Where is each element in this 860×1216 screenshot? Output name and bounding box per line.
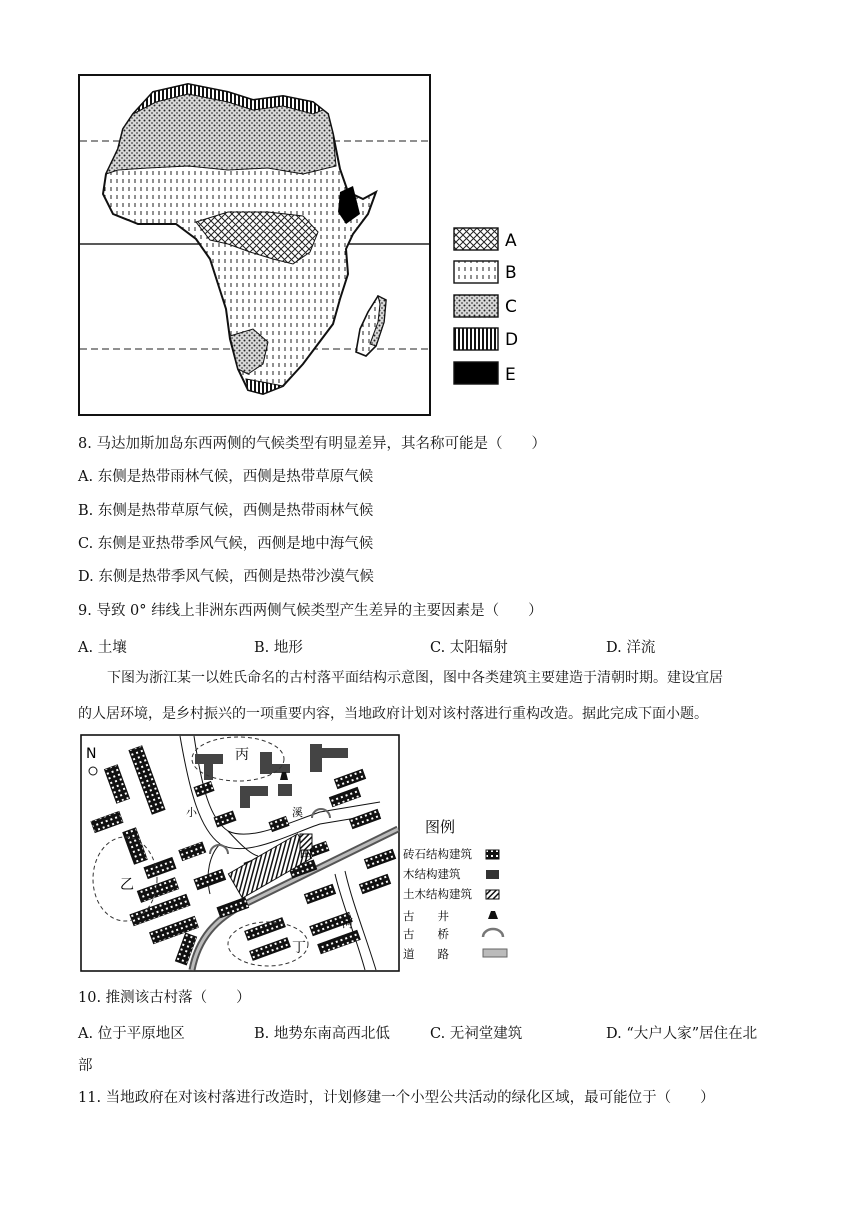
q10-option-b[interactable]: B. 地势东南高西北低 [254,1026,390,1042]
village-legend-title: 图例 [425,818,456,836]
legend-label-d: D [505,330,519,350]
q10-option-d-wrap: 部 [78,1058,93,1074]
label-jia: 甲 [299,849,313,865]
legend-bridge-label: 古 桥 [403,927,449,941]
q10-option-c[interactable]: C. 无祠堂建筑 [430,1026,523,1042]
label-river: 河 [342,917,353,930]
legend-well-label: 古 井 [403,909,449,923]
legend-brick-label: 砖石结构建筑 [403,847,472,861]
earth-wood-building-small [300,834,312,850]
label-bing: 丙 [235,747,249,763]
intro-line-2: 的人居环境，是乡村振兴的一项重要内容，当地政府计划对该村落进行重构改造。据此完成下面小题。 [78,706,708,722]
map-legend [454,228,518,385]
q9-option-b[interactable]: B. 地形 [254,640,303,656]
q8-option-b[interactable]: B. 东侧是热带草原气候，西侧是热带雨林气候 [78,503,374,519]
legend-wood-label: 木结构建筑 [403,867,461,881]
q8-option-d[interactable]: D. 东侧是热带季风气候，西侧是热带沙漠气候 [78,569,374,585]
q8-option-a[interactable]: A. 东侧是热带雨林气候，西侧是热带草原气候 [78,469,374,485]
label-stream-2: 溪 [292,806,303,819]
legend-label-c: C [505,297,517,317]
q10-stem: 10. 推测该古村落（ ） [78,990,251,1006]
legend-earth-wood-label: 土木结构建筑 [403,887,472,901]
legend-label-b: B [505,263,517,283]
label-yi: 乙 [120,877,134,893]
legend-label-e: E [505,365,516,385]
q9-option-c[interactable]: C. 太阳辐射 [430,640,508,656]
q8-option-c[interactable]: C. 东侧是亚热带季风气候，西侧是地中海气候 [78,536,374,552]
q11-stem: 11. 当地政府在对该村落进行改造时，计划修建一个小型公共活动的绿化区域，最可能位于（ ） [78,1090,715,1106]
q9-option-a[interactable]: A. 土壤 [78,640,127,656]
label-ding: 丁 [292,940,306,956]
q10-option-d[interactable]: D. “大户人家”居住在北 [606,1026,758,1042]
q9-stem: 9. 导致 0° 纬线上非洲东西两侧气候类型产生差异的主要因素是（ ） [78,603,543,619]
north-label: N [86,746,97,762]
africa-climate-map [78,74,538,419]
legend-label-a: A [505,231,517,251]
q10-option-a[interactable]: A. 位于平原地区 [78,1026,185,1042]
q8-stem: 8. 马达加斯加岛东西两侧的气候类型有明显差异，其名称可能是（ ） [78,436,546,452]
village-legend [403,847,507,961]
village-plan-map [80,734,520,974]
intro-line-1: 下图为浙江某一以姓氏命名的古村落平面结构示意图，图中各类建筑主要建造于清朝时期。建设宜居 [107,670,723,686]
q9-option-d[interactable]: D. 洋流 [606,640,656,656]
label-stream: 小 [186,806,197,819]
legend-road-label: 道 路 [403,947,449,961]
